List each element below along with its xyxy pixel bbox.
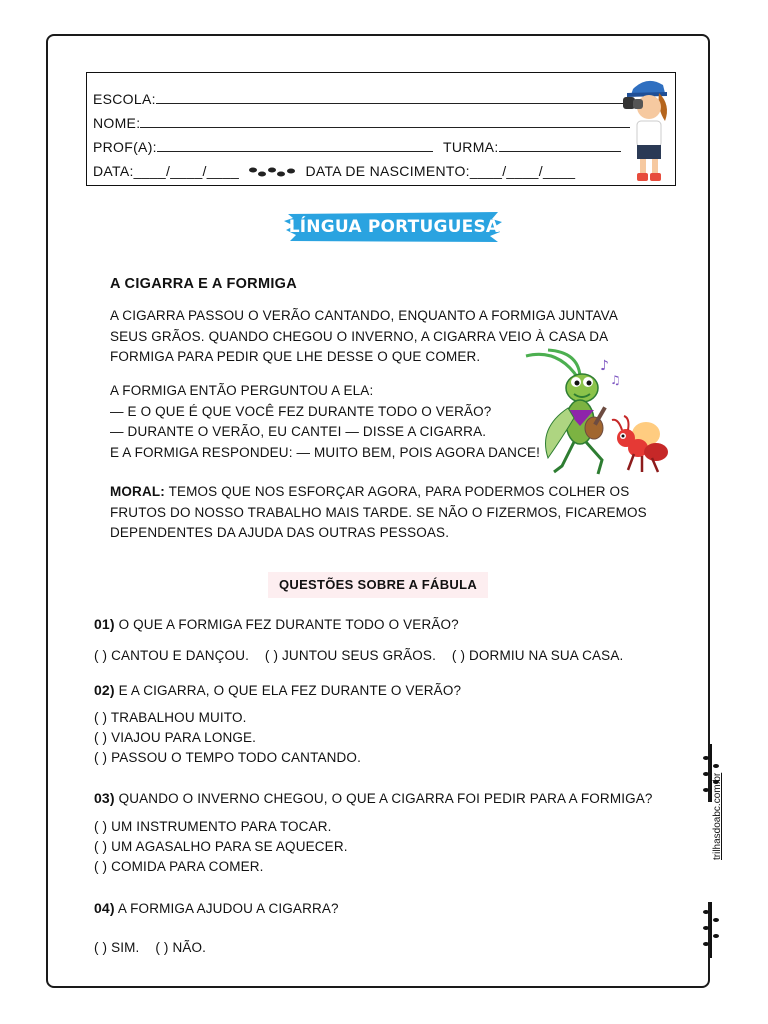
birth-label: DATA DE NASCIMENTO:	[305, 163, 470, 179]
option[interactable]: ( ) COMIDA PARA COMER.	[94, 859, 264, 874]
question-text: E A CIGARRA, O QUE ELA FEZ DURANTE O VERÃO?	[118, 683, 462, 698]
option[interactable]: ( ) DORMIU NA SUA CASA.	[451, 648, 624, 663]
dialogue-line: A FORMIGA ENTÃO PERGUNTOU A ELA:	[110, 383, 374, 398]
child-binoculars-illustration	[619, 75, 673, 185]
option[interactable]: ( ) VIAJOU PARA LONGE.	[94, 730, 257, 745]
school-row	[93, 89, 626, 109]
school-field[interactable]	[156, 89, 626, 104]
birth-field[interactable]: ____/____/____	[469, 163, 576, 179]
site-credit[interactable]: trilhasdoabc.com.br	[712, 772, 723, 860]
question-number: 03)	[94, 790, 115, 806]
story-title: A CIGARRA E A FORMIGA	[110, 276, 298, 292]
date-row	[93, 161, 575, 181]
teacher-row	[93, 137, 621, 157]
class-label: TURMA:	[443, 139, 499, 155]
option[interactable]: ( ) SIM.	[94, 940, 140, 955]
header-box	[86, 72, 676, 186]
question-text: A FORMIGA AJUDOU A CIGARRA?	[117, 901, 339, 916]
footprints-icon	[247, 165, 297, 179]
question-text: O QUE A FORMIGA FEZ DURANTE TODO O VERÃO?	[118, 617, 459, 632]
name-label: NOME:	[93, 115, 141, 131]
dialogue-line: — E O QUE É QUE VOCÊ FEZ DURANTE TODO O VERÃO?	[110, 403, 492, 419]
question-number: 04)	[94, 900, 115, 916]
school-label: ESCOLA:	[93, 91, 156, 107]
question-1	[94, 616, 459, 632]
question-1-options	[94, 648, 635, 663]
dialogue-line: E A FORMIGA RESPONDEU: — MUITO BEM, POIS AGORA DANCE!	[110, 444, 541, 460]
question-4-options	[94, 940, 218, 955]
cricket-and-ant-illustration	[518, 348, 676, 478]
moral-label: MORAL:	[110, 484, 165, 499]
name-field[interactable]	[140, 113, 630, 128]
option[interactable]: ( ) UM INSTRUMENTO PARA TOCAR.	[94, 819, 332, 834]
teacher-field[interactable]	[157, 137, 433, 152]
question-number: 02)	[94, 682, 115, 698]
date-label: DATA:	[93, 163, 134, 179]
option[interactable]: ( ) CANTOU E DANÇOU.	[94, 648, 250, 663]
option[interactable]: ( ) UM AGASALHO PARA SE AQUECER.	[94, 839, 348, 854]
story-moral	[110, 482, 650, 544]
question-2	[94, 682, 461, 698]
story-paragraph-1: A CIGARRA PASSOU O VERÃO CANTANDO, ENQUANTO A FORMIGA JUNTAVA SEUS GRÃOS. QUANDO CHEGOU O INVERNO, A CIGARRA VEIO À CASA DA FORMIGA PARA PEDIR QUE LHE DESSE O QUE COMER.	[110, 308, 618, 364]
subject-title: LÍNGUA PORTUGUESA	[288, 217, 500, 237]
moral-text: TEMOS QUE NOS ESFORÇAR AGORA, PARA PODERMOS COLHER OS FRUTOS DO NOSSO TRABALHO MAIS TARDE. SE NÃO O FIZERMOS, FICAREMOS DEPENDENTES DA AJUDA DAS OUTRAS PESSOAS.	[110, 484, 647, 540]
question-3	[94, 790, 653, 806]
option[interactable]: ( ) PASSOU O TEMPO TODO CANTANDO.	[94, 750, 361, 765]
date-field[interactable]: ____/____/____	[133, 163, 240, 179]
teacher-label: PROF(A):	[93, 139, 157, 155]
option[interactable]: ( ) JUNTOU SEUS GRÃOS.	[264, 648, 436, 663]
dialogue-line: — DURANTE O VERÃO, EU CANTEI — DISSE A CIGARRA.	[110, 424, 487, 439]
question-4	[94, 900, 339, 916]
story-dialogue	[110, 381, 560, 463]
svg-text:♪: ♪	[600, 358, 609, 374]
subject-banner	[284, 210, 504, 244]
svg-text:♫: ♫	[610, 373, 621, 387]
option[interactable]: ( ) TRABALHOU MUITO.	[94, 710, 247, 725]
questions-header: QUESTÕES SOBRE A FÁBULA	[268, 572, 488, 598]
name-row	[93, 113, 630, 133]
question-text: QUANDO O INVERNO CHEGOU, O QUE A CIGARRA FOI PEDIR PARA A FORMIGA?	[118, 791, 653, 806]
question-number: 01)	[94, 616, 115, 632]
class-field[interactable]	[499, 137, 621, 152]
option[interactable]: ( ) NÃO.	[155, 940, 207, 955]
